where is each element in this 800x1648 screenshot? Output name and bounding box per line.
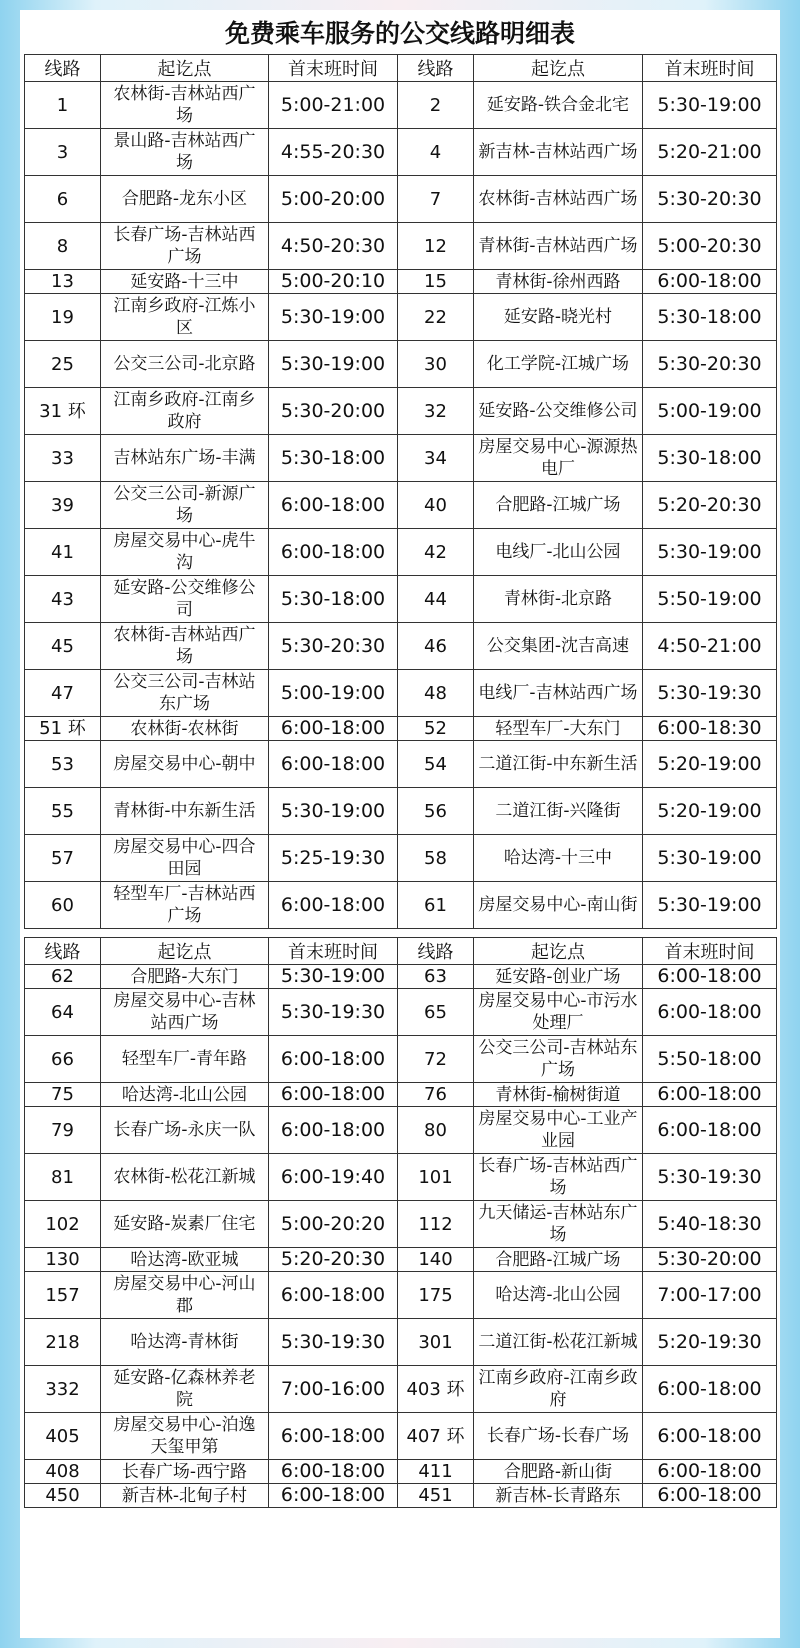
service-hours: 6:00-18:30 xyxy=(643,717,777,741)
header-times: 首末班时间 xyxy=(643,55,777,82)
route-number: 30 xyxy=(398,341,474,388)
route-endpoints: 合肥路-江城广场 xyxy=(474,1248,643,1272)
header-times: 首末班时间 xyxy=(643,938,777,965)
route-number: 301 xyxy=(398,1319,474,1366)
route-endpoints: 房屋交易中心-虎牛沟 xyxy=(101,529,269,576)
service-hours: 5:40-18:30 xyxy=(643,1201,777,1248)
route-endpoints: 新吉林-长青路东 xyxy=(474,1484,643,1508)
route-endpoints: 二道江街-松花江新城 xyxy=(474,1319,643,1366)
table-row xyxy=(25,1201,777,1248)
table-row xyxy=(25,788,777,835)
route-number: 1 xyxy=(25,82,101,129)
route-number: 64 xyxy=(25,989,101,1036)
route-number: 61 xyxy=(398,882,474,929)
route-number: 51 环 xyxy=(25,717,101,741)
service-hours: 5:30-19:00 xyxy=(643,529,777,576)
route-endpoints: 延安路-公交维修公司 xyxy=(101,576,269,623)
route-endpoints: 延安路-炭素厂住宅 xyxy=(101,1201,269,1248)
route-number: 55 xyxy=(25,788,101,835)
route-endpoints: 房屋交易中心-泊逸天玺甲第 xyxy=(101,1413,269,1460)
table-row xyxy=(25,835,777,882)
service-hours: 5:30-19:30 xyxy=(269,1319,398,1366)
service-hours: 5:00-19:00 xyxy=(269,670,398,717)
route-number: 31 环 xyxy=(25,388,101,435)
route-number: 407 环 xyxy=(398,1413,474,1460)
route-number: 12 xyxy=(398,223,474,270)
route-number: 46 xyxy=(398,623,474,670)
route-number: 42 xyxy=(398,529,474,576)
table-row xyxy=(25,1154,777,1201)
service-hours: 6:00-18:00 xyxy=(269,1083,398,1107)
route-number: 332 xyxy=(25,1366,101,1413)
route-endpoints: 轻型车厂-吉林站西广场 xyxy=(101,882,269,929)
service-hours: 5:00-19:00 xyxy=(643,388,777,435)
table-row xyxy=(25,576,777,623)
route-number: 53 xyxy=(25,741,101,788)
route-number: 60 xyxy=(25,882,101,929)
route-endpoints: 长春广场-永庆一队 xyxy=(101,1107,269,1154)
route-number: 6 xyxy=(25,176,101,223)
header-times: 首末班时间 xyxy=(269,938,398,965)
route-number: 8 xyxy=(25,223,101,270)
route-endpoints: 延安路-十三中 xyxy=(101,270,269,294)
route-endpoints: 农林街-吉林站西广场 xyxy=(101,82,269,129)
route-number: 75 xyxy=(25,1083,101,1107)
route-endpoints: 哈达湾-北山公园 xyxy=(101,1083,269,1107)
table-row xyxy=(25,294,777,341)
service-hours: 5:00-20:10 xyxy=(269,270,398,294)
route-endpoints: 农林街-农林街 xyxy=(101,717,269,741)
route-number: 408 xyxy=(25,1460,101,1484)
service-hours: 6:00-18:00 xyxy=(643,1413,777,1460)
service-hours: 5:20-19:30 xyxy=(643,1319,777,1366)
route-endpoints: 公交集团-沈吉高速 xyxy=(474,623,643,670)
route-number: 4 xyxy=(398,129,474,176)
route-endpoints: 合肥路-龙东小区 xyxy=(101,176,269,223)
service-hours: 5:30-19:00 xyxy=(269,341,398,388)
route-number: 80 xyxy=(398,1107,474,1154)
route-endpoints: 房屋交易中心-南山街 xyxy=(474,882,643,929)
header-route: 线路 xyxy=(398,938,474,965)
table-row xyxy=(25,1083,777,1107)
page-title: 免费乘车服务的公交线路明细表 xyxy=(224,19,575,48)
service-hours: 6:00-18:00 xyxy=(643,1083,777,1107)
route-number: 54 xyxy=(398,741,474,788)
service-hours: 5:30-19:00 xyxy=(643,835,777,882)
route-number: 3 xyxy=(25,129,101,176)
route-endpoints: 合肥路-江城广场 xyxy=(474,482,643,529)
route-endpoints: 长春广场-吉林站西广场 xyxy=(101,223,269,270)
service-hours: 6:00-18:00 xyxy=(269,1272,398,1319)
service-hours: 5:00-20:20 xyxy=(269,1201,398,1248)
route-number: 45 xyxy=(25,623,101,670)
table-row xyxy=(25,670,777,717)
service-hours: 5:30-19:00 xyxy=(643,82,777,129)
route-number: 25 xyxy=(25,341,101,388)
table-row xyxy=(25,623,777,670)
route-number: 66 xyxy=(25,1036,101,1083)
route-endpoints: 房屋交易中心-四合田园 xyxy=(101,835,269,882)
route-number: 451 xyxy=(398,1484,474,1508)
service-hours: 5:30-18:00 xyxy=(269,576,398,623)
route-sheet xyxy=(20,10,780,1638)
header-stops: 起讫点 xyxy=(474,938,643,965)
route-table-2 xyxy=(24,937,777,1508)
service-hours: 6:00-18:00 xyxy=(269,1413,398,1460)
table-row xyxy=(25,129,777,176)
table-row xyxy=(25,1319,777,1366)
table-row xyxy=(25,1484,777,1508)
service-hours: 5:00-20:00 xyxy=(269,176,398,223)
service-hours: 5:50-18:00 xyxy=(643,1036,777,1083)
service-hours: 4:50-21:00 xyxy=(643,623,777,670)
route-endpoints: 青林街-榆树街道 xyxy=(474,1083,643,1107)
table-row xyxy=(25,1248,777,1272)
route-table-1 xyxy=(24,54,777,929)
route-endpoints: 延安路-亿森林养老院 xyxy=(101,1366,269,1413)
service-hours: 6:00-18:00 xyxy=(269,529,398,576)
route-endpoints: 房屋交易中心-河山郡 xyxy=(101,1272,269,1319)
route-number: 140 xyxy=(398,1248,474,1272)
route-number: 41 xyxy=(25,529,101,576)
route-endpoints: 哈达湾-北山公园 xyxy=(474,1272,643,1319)
service-hours: 5:30-20:30 xyxy=(643,176,777,223)
service-hours: 5:20-19:00 xyxy=(643,741,777,788)
route-number: 32 xyxy=(398,388,474,435)
route-endpoints: 哈达湾-十三中 xyxy=(474,835,643,882)
service-hours: 5:30-18:00 xyxy=(643,435,777,482)
route-endpoints: 轻型车厂-大东门 xyxy=(474,717,643,741)
route-endpoints: 轻型车厂-青年路 xyxy=(101,1036,269,1083)
route-endpoints: 长春广场-吉林站西广场 xyxy=(474,1154,643,1201)
route-endpoints: 江南乡政府-江南乡政府 xyxy=(474,1366,643,1413)
service-hours: 6:00-18:00 xyxy=(643,1366,777,1413)
service-hours: 5:30-19:30 xyxy=(643,670,777,717)
route-number: 48 xyxy=(398,670,474,717)
service-hours: 5:30-19:00 xyxy=(643,882,777,929)
route-number: 65 xyxy=(398,989,474,1036)
table-row xyxy=(25,1460,777,1484)
route-number: 34 xyxy=(398,435,474,482)
table-row xyxy=(25,1036,777,1083)
route-endpoints: 农林街-吉林站西广场 xyxy=(474,176,643,223)
route-endpoints: 电线厂-吉林站西广场 xyxy=(474,670,643,717)
route-number: 52 xyxy=(398,717,474,741)
route-endpoints: 公交三公司-吉林站东广场 xyxy=(474,1036,643,1083)
table-row xyxy=(25,1366,777,1413)
route-number: 15 xyxy=(398,270,474,294)
table-row xyxy=(25,82,777,129)
table-row xyxy=(25,717,777,741)
route-number: 43 xyxy=(25,576,101,623)
route-number: 62 xyxy=(25,965,101,989)
service-hours: 5:30-19:00 xyxy=(269,294,398,341)
route-number: 130 xyxy=(25,1248,101,1272)
route-number: 79 xyxy=(25,1107,101,1154)
route-endpoints: 延安路-创业广场 xyxy=(474,965,643,989)
service-hours: 5:30-20:00 xyxy=(643,1248,777,1272)
service-hours: 5:30-20:00 xyxy=(269,388,398,435)
route-number: 411 xyxy=(398,1460,474,1484)
route-endpoints: 延安路-铁合金北宅 xyxy=(474,82,643,129)
route-endpoints: 延安路-公交维修公司 xyxy=(474,388,643,435)
route-number: 403 环 xyxy=(398,1366,474,1413)
service-hours: 6:00-18:00 xyxy=(269,1484,398,1508)
table-row xyxy=(25,388,777,435)
service-hours: 6:00-18:00 xyxy=(269,1107,398,1154)
route-number: 19 xyxy=(25,294,101,341)
route-table-1-body xyxy=(25,82,777,929)
route-number: 58 xyxy=(398,835,474,882)
service-hours: 6:00-18:00 xyxy=(269,882,398,929)
header-stops: 起讫点 xyxy=(101,55,269,82)
service-hours: 6:00-18:00 xyxy=(643,270,777,294)
route-number: 101 xyxy=(398,1154,474,1201)
service-hours: 5:00-20:30 xyxy=(643,223,777,270)
header-stops: 起讫点 xyxy=(101,938,269,965)
service-hours: 6:00-18:00 xyxy=(269,741,398,788)
route-endpoints: 二道江街-兴隆街 xyxy=(474,788,643,835)
table-row xyxy=(25,1107,777,1154)
route-endpoints: 新吉林-吉林站西广场 xyxy=(474,129,643,176)
table-row xyxy=(25,741,777,788)
route-endpoints: 房屋交易中心-吉林站西广场 xyxy=(101,989,269,1036)
route-endpoints: 江南乡政府-江南乡政府 xyxy=(101,388,269,435)
route-endpoints: 长春广场-西宁路 xyxy=(101,1460,269,1484)
route-endpoints: 九天储运-吉林站东广场 xyxy=(474,1201,643,1248)
table-row xyxy=(25,270,777,294)
route-endpoints: 化工学院-江城广场 xyxy=(474,341,643,388)
service-hours: 6:00-18:00 xyxy=(269,717,398,741)
route-number: 47 xyxy=(25,670,101,717)
table-row xyxy=(25,223,777,270)
route-endpoints: 公交三公司-新源广场 xyxy=(101,482,269,529)
route-endpoints: 房屋交易中心-源源热电厂 xyxy=(474,435,643,482)
route-endpoints: 景山路-吉林站西广场 xyxy=(101,129,269,176)
header-route: 线路 xyxy=(398,55,474,82)
service-hours: 5:30-19:00 xyxy=(269,788,398,835)
route-number: 175 xyxy=(398,1272,474,1319)
route-number: 13 xyxy=(25,270,101,294)
service-hours: 6:00-18:00 xyxy=(269,1460,398,1484)
route-endpoints: 吉林站东广场-丰满 xyxy=(101,435,269,482)
route-endpoints: 房屋交易中心-朝中 xyxy=(101,741,269,788)
route-number: 7 xyxy=(398,176,474,223)
route-endpoints: 青林街-吉林站西广场 xyxy=(474,223,643,270)
route-endpoints: 青林街-中东新生活 xyxy=(101,788,269,835)
route-endpoints: 公交三公司-吉林站东广场 xyxy=(101,670,269,717)
route-number: 218 xyxy=(25,1319,101,1366)
header-route: 线路 xyxy=(25,55,101,82)
service-hours: 5:30-19:30 xyxy=(269,989,398,1036)
route-endpoints: 电线厂-北山公园 xyxy=(474,529,643,576)
route-number: 63 xyxy=(398,965,474,989)
route-number: 2 xyxy=(398,82,474,129)
route-endpoints: 合肥路-新山街 xyxy=(474,1460,643,1484)
route-number: 44 xyxy=(398,576,474,623)
table-row xyxy=(25,435,777,482)
table-row xyxy=(25,989,777,1036)
route-number: 157 xyxy=(25,1272,101,1319)
service-hours: 5:00-21:00 xyxy=(269,82,398,129)
route-endpoints: 江南乡政府-江炼小区 xyxy=(101,294,269,341)
route-number: 450 xyxy=(25,1484,101,1508)
service-hours: 5:30-19:00 xyxy=(269,965,398,989)
route-endpoints: 二道江街-中东新生活 xyxy=(474,741,643,788)
route-endpoints: 农林街-吉林站西广场 xyxy=(101,623,269,670)
table-row xyxy=(25,1272,777,1319)
service-hours: 5:30-20:30 xyxy=(269,623,398,670)
route-number: 33 xyxy=(25,435,101,482)
service-hours: 5:30-18:00 xyxy=(269,435,398,482)
route-number: 56 xyxy=(398,788,474,835)
service-hours: 5:20-20:30 xyxy=(643,482,777,529)
table-row xyxy=(25,965,777,989)
service-hours: 6:00-19:40 xyxy=(269,1154,398,1201)
route-number: 72 xyxy=(398,1036,474,1083)
table-row xyxy=(25,882,777,929)
service-hours: 5:20-20:30 xyxy=(269,1248,398,1272)
route-number: 39 xyxy=(25,482,101,529)
service-hours: 5:50-19:00 xyxy=(643,576,777,623)
service-hours: 6:00-18:00 xyxy=(269,1036,398,1083)
route-endpoints: 农林街-松花江新城 xyxy=(101,1154,269,1201)
route-number: 76 xyxy=(398,1083,474,1107)
service-hours: 4:50-20:30 xyxy=(269,223,398,270)
service-hours: 7:00-16:00 xyxy=(269,1366,398,1413)
header-route: 线路 xyxy=(25,938,101,965)
table-gap xyxy=(20,929,780,937)
route-endpoints: 哈达湾-青林街 xyxy=(101,1319,269,1366)
route-number: 405 xyxy=(25,1413,101,1460)
table-row xyxy=(25,341,777,388)
route-number: 112 xyxy=(398,1201,474,1248)
service-hours: 5:30-19:30 xyxy=(643,1154,777,1201)
route-endpoints: 长春广场-长春广场 xyxy=(474,1413,643,1460)
table-header-row xyxy=(25,55,777,82)
table-row xyxy=(25,1413,777,1460)
service-hours: 6:00-18:00 xyxy=(643,1460,777,1484)
service-hours: 5:30-18:00 xyxy=(643,294,777,341)
header-stops: 起讫点 xyxy=(474,55,643,82)
service-hours: 6:00-18:00 xyxy=(643,965,777,989)
header-times: 首末班时间 xyxy=(269,55,398,82)
service-hours: 5:20-19:00 xyxy=(643,788,777,835)
route-endpoints: 青林街-北京路 xyxy=(474,576,643,623)
route-number: 57 xyxy=(25,835,101,882)
route-endpoints: 公交三公司-北京路 xyxy=(101,341,269,388)
table-row xyxy=(25,529,777,576)
table-header-row xyxy=(25,938,777,965)
route-number: 22 xyxy=(398,294,474,341)
route-endpoints: 合肥路-大东门 xyxy=(101,965,269,989)
table-row xyxy=(25,176,777,223)
route-endpoints: 房屋交易中心-工业产业园 xyxy=(474,1107,643,1154)
route-number: 40 xyxy=(398,482,474,529)
route-table-2-body xyxy=(25,965,777,1508)
route-number: 102 xyxy=(25,1201,101,1248)
service-hours: 5:20-21:00 xyxy=(643,129,777,176)
service-hours: 6:00-18:00 xyxy=(643,1107,777,1154)
service-hours: 7:00-17:00 xyxy=(643,1272,777,1319)
route-endpoints: 青林街-徐州西路 xyxy=(474,270,643,294)
service-hours: 6:00-18:00 xyxy=(643,1484,777,1508)
route-endpoints: 新吉林-北甸子村 xyxy=(101,1484,269,1508)
route-number: 81 xyxy=(25,1154,101,1201)
service-hours: 6:00-18:00 xyxy=(643,989,777,1036)
route-endpoints: 哈达湾-欧亚城 xyxy=(101,1248,269,1272)
service-hours: 6:00-18:00 xyxy=(269,482,398,529)
service-hours: 5:30-20:30 xyxy=(643,341,777,388)
table-row xyxy=(25,482,777,529)
service-hours: 4:55-20:30 xyxy=(269,129,398,176)
service-hours: 5:25-19:30 xyxy=(269,835,398,882)
route-endpoints: 房屋交易中心-市污水处理厂 xyxy=(474,989,643,1036)
route-endpoints: 延安路-晓光村 xyxy=(474,294,643,341)
